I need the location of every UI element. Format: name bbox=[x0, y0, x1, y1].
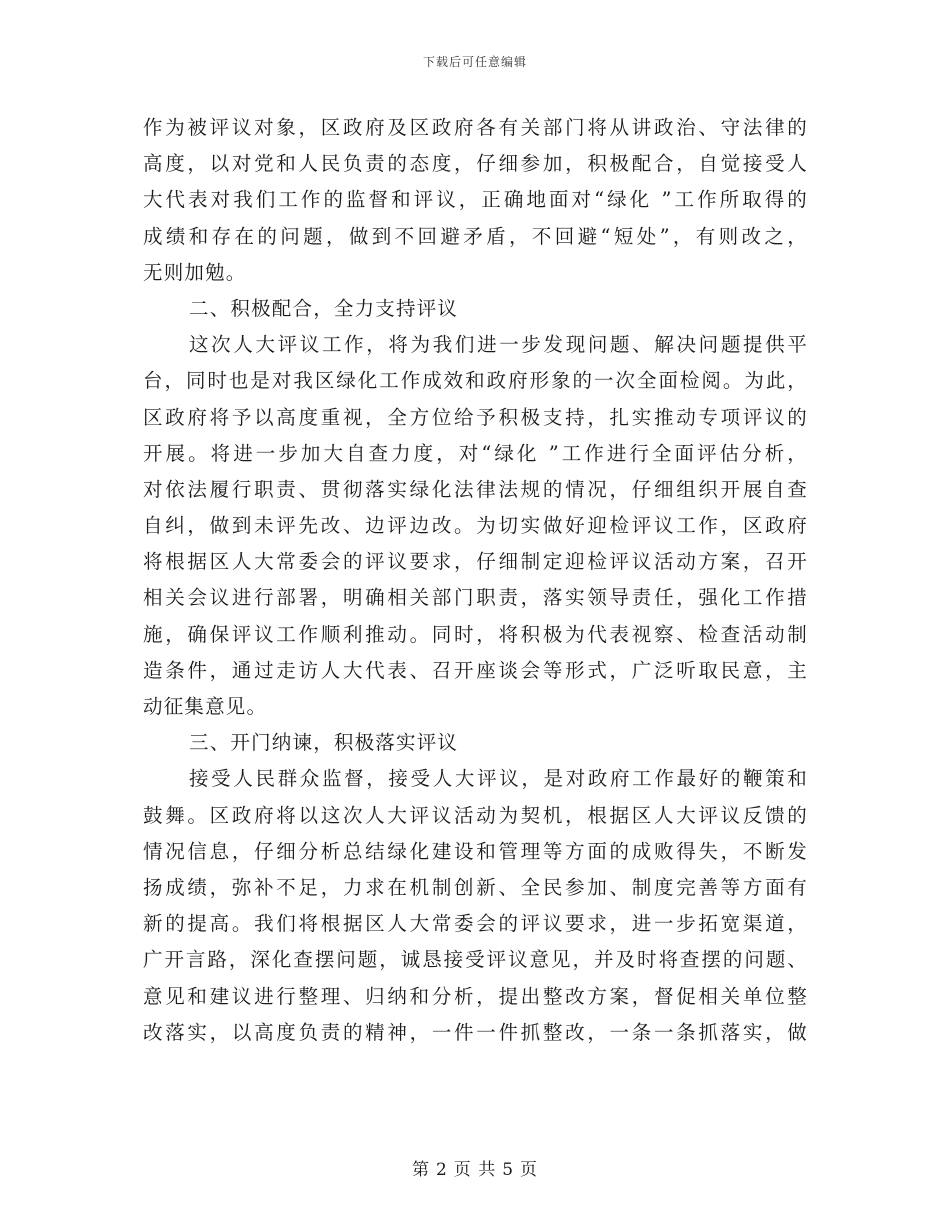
text-line: 新的提高。我们将根据区人大常委会的评议要求，进一步拓宽渠道， bbox=[143, 912, 808, 936]
text-line: 鼓舞。区政府将以这次人大评议活动为契机，根据区人大评议反馈的 bbox=[143, 803, 808, 827]
footer-prefix: 第 bbox=[411, 1160, 430, 1180]
text-line: 这次人大评议工作，将为我们进一步发现问题、解决问题提供平 bbox=[189, 333, 808, 357]
text-line: 相关会议进行部署，明确相关部门职责，落实领导责任，强化工作措 bbox=[143, 586, 808, 610]
footer-suffix: 页 bbox=[520, 1160, 539, 1180]
text-line: 造条件，通过走访人大代表、召开座谈会等形式，广泛听取民意，主 bbox=[143, 658, 808, 682]
text-line: 台，同时也是对我区绿化工作成效和政府形象的一次全面检阅。为此， bbox=[143, 369, 808, 393]
text-line: 高度，以对党和人民负责的态度，仔细参加，积极配合，自觉接受人 bbox=[143, 152, 808, 176]
text-line: 作为被评议对象，区政府及区政府各有关部门将从讲政治、守法律的 bbox=[143, 116, 808, 139]
text-line: 无则加勉。 bbox=[143, 260, 247, 284]
current-page-number: 2 bbox=[435, 1160, 448, 1180]
text-line: 区政府将予以高度重视，全方位给予积极支持，扎实推动专项评议的 bbox=[143, 405, 808, 429]
page-footer bbox=[0, 1155, 950, 1180]
footer-middle: 页 共 bbox=[453, 1160, 497, 1180]
text-line: 动征集意见。 bbox=[143, 695, 268, 718]
text-line: 广开言路，深化查摆问题，诚恳接受评议意见，并及时将查摆的问题、 bbox=[143, 948, 808, 972]
total-page-number: 5 bbox=[502, 1160, 515, 1180]
text-line: 接受人民群众监督，接受人大评议，是对政府工作最好的鞭策和 bbox=[189, 767, 808, 791]
text-line: 扬成绩，弥补不足，力求在机制创新、全民参加、制度完善等方面有 bbox=[143, 875, 808, 899]
page-header: 下载后可任意编辑 bbox=[422, 55, 527, 69]
text-line: 开展。将进一步加大自查力度，对“绿化 ”工作进行全面评估分析， bbox=[143, 441, 808, 465]
text-line: 改落实，以高度负责的精神，一件一件抓整改，一条一条抓落实，做 bbox=[143, 1020, 808, 1044]
document-body bbox=[143, 110, 808, 1051]
text-line: 对依法履行职责、贯彻落实绿化法律法规的情况，仔细组织开展自查 bbox=[143, 477, 808, 501]
text-line: 自纠，做到未评先改、边评边改。为切实做好迎检评议工作，区政府 bbox=[143, 514, 808, 538]
text-line: 三、开门纳谏，积极落实评议 bbox=[189, 731, 459, 755]
text-line: 大代表对我们工作的监督和评议，正确地面对“绿化 ”工作所取得的 bbox=[143, 188, 808, 212]
text-line: 二、积极配合，全力支持评议 bbox=[189, 296, 459, 320]
text-line: 将根据区人大常委会的评议要求，仔细制定迎检评议活动方案，召开 bbox=[143, 550, 808, 574]
text-line: 成绩和存在的问题，做到不回避矛盾，不回避“短处”，有则改之， bbox=[143, 224, 808, 248]
text-line: 施，确保评议工作顺利推动。同时，将积极为代表视察、检查活动制 bbox=[143, 622, 808, 646]
text-line: 意见和建议进行整理、归纳和分析，提出整改方案，督促相关单位整 bbox=[143, 984, 808, 1008]
text-line: 情况信息，仔细分析总结绿化建设和管理等方面的成败得失，不断发 bbox=[143, 839, 808, 863]
